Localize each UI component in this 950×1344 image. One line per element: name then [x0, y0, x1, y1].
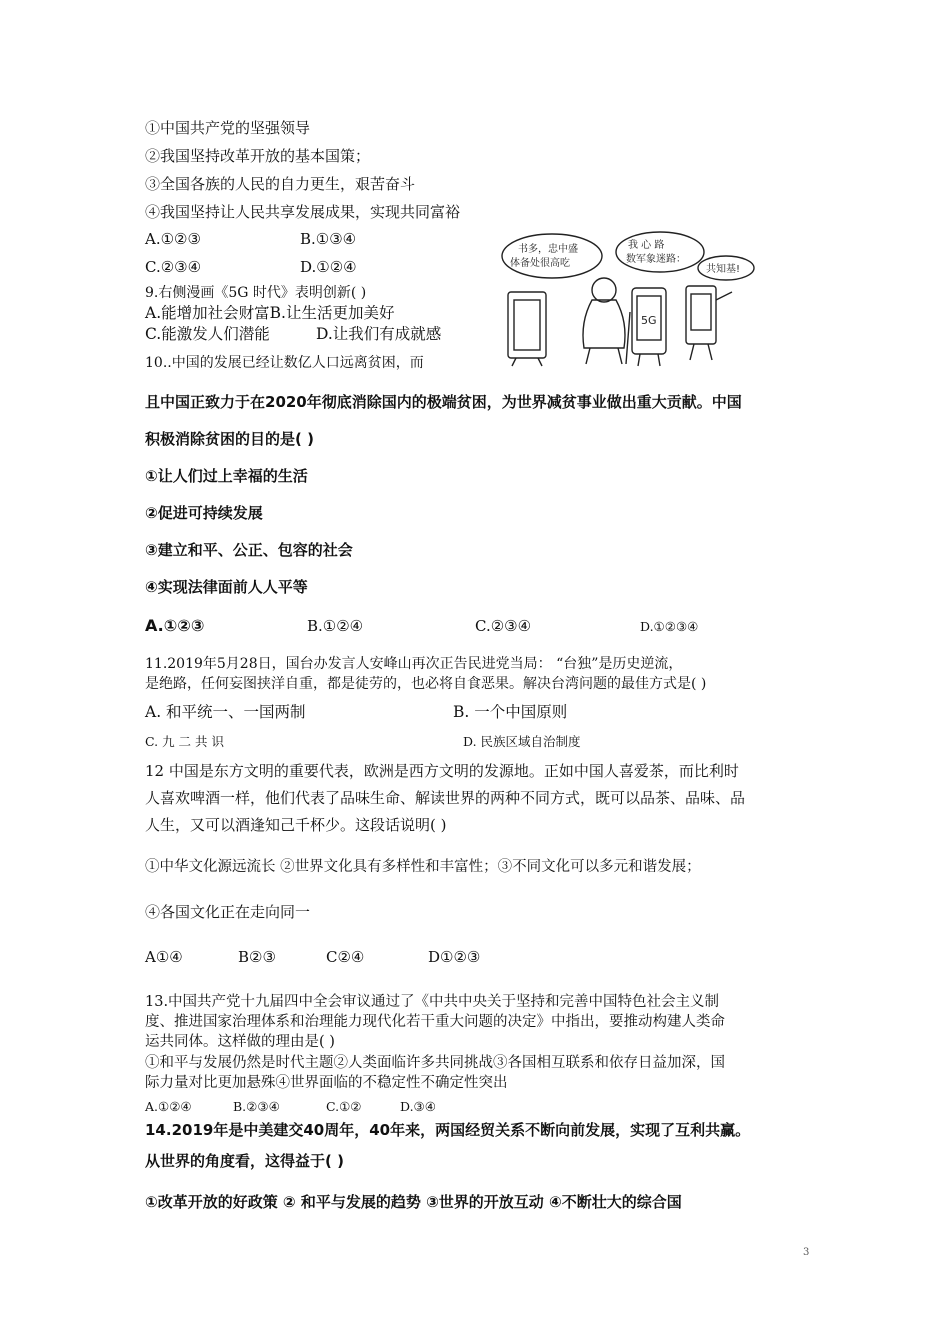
q10-stem-line1: 10..中国的发展已经让数亿人口远离贫困，而 — [145, 355, 424, 371]
q11-option-b: B. 一个中国原则 — [453, 703, 568, 721]
q8-item-1: ①中国共产党的坚强领导 — [145, 119, 311, 137]
q11-option-a: A. 和平统一、一国两制 — [145, 703, 306, 721]
q10-item-3: ③建立和平、公正、包容的社会 — [145, 541, 353, 559]
q13-stem-line1: 13.中国共产党十九届四中全会审议通过了《中共中央关于坚持和完善中国特色社会主义制 — [145, 994, 720, 1010]
q13-stem-line2: 度、推进国家治理体系和治理能力现代化若干重大问题的决定》中指出，要推动构建人类命 — [145, 1014, 725, 1030]
q10-item-1: ①让人们过上幸福的生活 — [145, 467, 308, 485]
q9-options-ab: A.能增加社会财富B.让生活更加美好 — [145, 304, 395, 322]
q11-option-c: C. 九 二 共 识 — [145, 734, 224, 749]
q8-item-2: ②我国坚持改革开放的基本国策； — [145, 147, 371, 165]
q8-option-d: D.①②④ — [300, 258, 357, 276]
page-number: 3 — [803, 1247, 810, 1258]
q10-item-2: ②促进可持续发展 — [145, 504, 263, 522]
q10-stem-line2: 且中国正致力于在2020年彻底消除国内的极端贫困，为世界减贫事业做出重大贡献。中国 — [145, 393, 742, 411]
q12-option-a: A①④ — [145, 948, 183, 966]
q10-option-b: B.①②④ — [307, 617, 364, 635]
cartoon-bubble-right: 共知基! — [706, 264, 741, 275]
q13-stem-line3: 运共同体。这样做的理由是( ) — [145, 1034, 335, 1050]
q9-option-d: D.让我们有成就感 — [316, 325, 442, 343]
cartoon-bubble-left-line1: 书多，忠中盛 — [518, 244, 578, 255]
q13-items-line2: 际力量对比更加悬殊④世界面临的不稳定性不确定性突出 — [145, 1075, 508, 1091]
cartoon-bubble-mid-line2: 数军象迷路： — [626, 254, 686, 265]
q12-option-c: C②④ — [326, 948, 365, 966]
q8-item-3: ③全国各族的人民的自力更生，艰苦奋斗 — [145, 175, 416, 193]
q8-option-c: C.②③④ — [145, 258, 202, 276]
q13-option-b: B.②③④ — [233, 1099, 280, 1114]
q10-stem-line3: 积极消除贫困的目的是( ) — [145, 430, 314, 448]
q12-stem-line1: 12 中国是东方文明的重要代表，欧洲是西方文明的发源地。正如中国人喜爱茶，而比利时 — [145, 762, 739, 780]
q14-stem-line1: 14.2019年是中美建交40周年，40年来，两国经贸关系不断向前发展，实现了互利共赢。 — [145, 1121, 751, 1139]
q12-option-d: D①②③ — [428, 948, 481, 966]
q8-option-a: A.①②③ — [145, 230, 201, 248]
q13-option-c: C.①② — [326, 1099, 362, 1114]
q11-stem-line2: 是绝路，任何妄图挟洋自重，都是徒劳的，也必将自食恶果。解决台湾问题的最佳方式是( ) — [145, 676, 707, 692]
q12-stem-line2: 人喜欢啤酒一样，他们代表了品味生命、解读世界的两种不同方式，既可以品茶、品味、品 — [145, 789, 746, 807]
cartoon-bubble-mid-line1: 我 心 路 — [628, 240, 665, 251]
q10-option-d: D.①②③④ — [640, 619, 699, 634]
q12-option-b: B②③ — [238, 948, 276, 966]
q10-option-a: A.①②③ — [145, 616, 205, 635]
q13-option-d: D.③④ — [400, 1099, 436, 1114]
q10-option-c: C.②③④ — [475, 617, 532, 635]
q13-option-a: A.①②④ — [145, 1099, 192, 1114]
q8-option-b: B.①③④ — [300, 230, 357, 248]
q12-items-line2: ④各国文化正在走向同一 — [145, 903, 311, 921]
q11-option-d: D. 民族区域自治制度 — [463, 734, 581, 749]
q9-stem: 9.右侧漫画《5G 时代》表明创新( ) — [145, 285, 367, 301]
q13-items-line1: ①和平与发展仍然是时代主题②人类面临许多共同挑战③各国相互联系和依存日益加深，国 — [145, 1055, 725, 1071]
q12-stem-line3: 人生，又可以酒逢知己千杯少。这段话说明( ) — [145, 816, 447, 834]
q14-stem-line2: 从世界的角度看，这得益于( ) — [145, 1152, 344, 1170]
cartoon-bubble-left-line2: 体备处很高吃 — [510, 258, 570, 269]
q8-item-4: ④我国坚持让人民共享发展成果，实现共同富裕 — [145, 203, 461, 221]
q12-items-line1: ①中华文化源远流长 ②世界文化具有多样性和丰富性；③不同文化可以多元和谐发展； — [145, 859, 701, 875]
q10-item-4: ④实现法律面前人人平等 — [145, 578, 308, 596]
cartoon-5g-era — [500, 230, 758, 368]
q14-items-line: ①改革开放的好政策 ② 和平与发展的趋势 ③世界的开放互动 ④不断壮大的综合国 — [145, 1193, 682, 1211]
q9-option-c: C.能激发人们潜能 — [145, 325, 270, 343]
q11-stem-line1: 11.2019年5月28日，国台办发言人安峰山再次正告民进党当局： “台独”是历史逆流， — [145, 656, 683, 672]
cartoon-phone-label: 5G — [641, 314, 657, 327]
